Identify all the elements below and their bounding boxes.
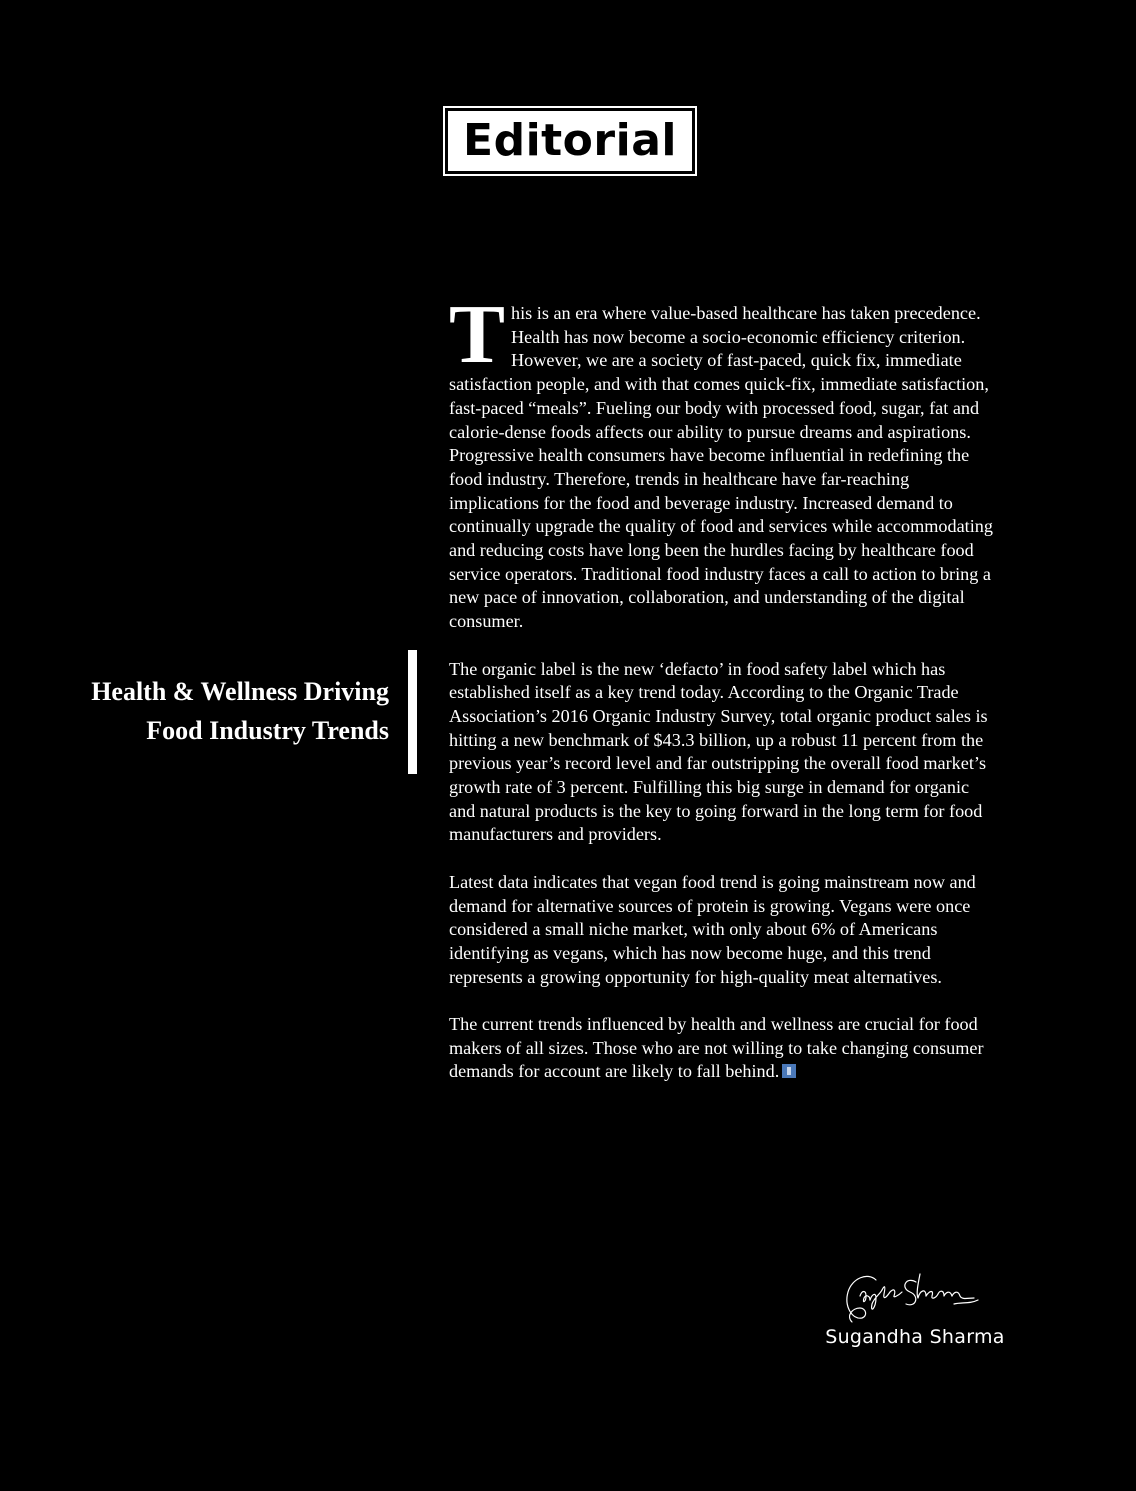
article-paragraph-3: Latest data indicates that vegan food trend is going mainstream now and demand for alternative sources of protein is growing. Vegans were once considered a small niche market, with only about 6% of Americans identifying as vegans, which has now become huge, and this trend represents a growing opportunity for high-quality meat alternatives. — [449, 871, 976, 987]
drop-cap: T — [449, 288, 506, 381]
article-body — [449, 288, 997, 1108]
article-paragraph-4-text: The current trends influenced by health and wellness are crucial for food makers of all sizes. Those who are not willing to take changing consumer demands for account are likely to fall behind. — [449, 1014, 984, 1082]
article-paragraph-1-text: his is an era where value-based healthcare has taken precedence. Health has now become a socio-economic efficiency criterion. However, we are a society of fast-paced, quick fix, immediate satisfaction people, and with that comes quick-fix, immediate satisfaction, fast-paced “meals”. Fueling our body with processed food, sugar, fat and calorie-dense foods affects our ability to pursue dreams and aspirations. Progressive health consumers have become influential in redefining the food industry. Therefore, trends in healthcare have far-reaching implications for the food and beverage industry. Increased demand to continually upgrade the quality of food and services while accommodating and reducing costs have long been the hurdles facing by healthcare food service operators. Traditional food industry faces a call to action to bring a new pace of innovation, collaboration, and understanding of the digital consumer. — [449, 303, 993, 632]
signature-image — [838, 1268, 988, 1330]
headline-accent-bar — [408, 650, 417, 774]
article-paragraph-4 — [449, 1013, 997, 1084]
article-paragraph-1 — [449, 288, 997, 634]
headline-line-2: Food Industry Trends — [146, 716, 389, 745]
masthead-box — [443, 106, 697, 176]
headline — [40, 672, 389, 750]
masthead-title: Editorial — [448, 111, 692, 171]
end-of-article-icon — [782, 1064, 796, 1078]
author-name: Sugandha Sharma — [825, 1326, 1005, 1348]
headline-line-1: Health & Wellness Driving — [91, 677, 389, 706]
article-paragraph-2: The organic label is the new ‘defacto’ in food safety label which has established itself as a key trend today. According to the Organic Trade Association’s 2016 Organic Industry Survey, total organic product sales is hitting a new benchmark of $43.3 billion, up a robust 11 percent from the previous year’s record level and far outstripping the overall food market’s growth rate of 3 percent. Fulfilling this big surge in demand for organic and natural products is the key to going forward in the long term for food manufacturers and providers. — [449, 658, 988, 845]
